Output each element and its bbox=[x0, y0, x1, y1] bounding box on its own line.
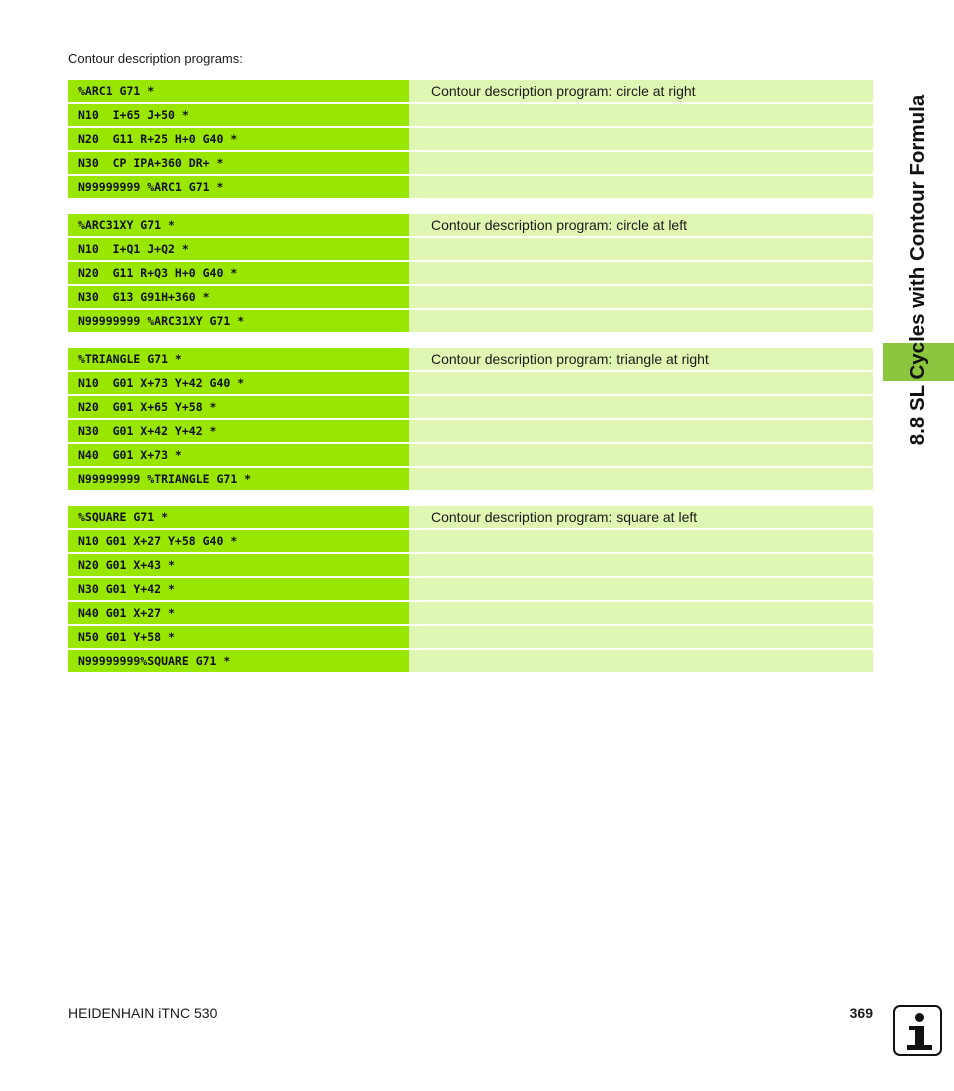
chapter-title: 8.8 SL Cycles with Contour Formula bbox=[906, 94, 929, 446]
program-row bbox=[68, 468, 873, 490]
code-line: N10 I+Q1 J+Q2 * bbox=[68, 238, 409, 260]
program-row bbox=[68, 650, 873, 672]
program-row bbox=[68, 128, 873, 150]
program-row bbox=[68, 176, 873, 198]
code-line: N50 G01 Y+58 * bbox=[68, 626, 409, 648]
program-block bbox=[68, 506, 873, 672]
program-description: Contour description program: triangle at right bbox=[409, 348, 873, 370]
description-cell bbox=[409, 650, 873, 672]
description-cell bbox=[409, 152, 873, 174]
description-cell bbox=[409, 176, 873, 198]
program-row bbox=[68, 310, 873, 332]
code-line: N99999999 %ARC31XY G71 * bbox=[68, 310, 409, 332]
program-description: Contour description program: circle at right bbox=[409, 80, 873, 102]
program-row bbox=[68, 262, 873, 284]
info-icon bbox=[893, 1005, 942, 1056]
code-line: N10 I+65 J+50 * bbox=[68, 104, 409, 126]
info-icon-base bbox=[907, 1045, 932, 1050]
page-number: 369 bbox=[849, 1005, 873, 1021]
program-row bbox=[68, 578, 873, 600]
code-line: N30 G01 X+42 Y+42 * bbox=[68, 420, 409, 442]
info-icon-stem bbox=[915, 1026, 924, 1047]
description-cell bbox=[409, 104, 873, 126]
code-line: N99999999 %ARC1 G71 * bbox=[68, 176, 409, 198]
program-row bbox=[68, 530, 873, 552]
program-row bbox=[68, 104, 873, 126]
program-row bbox=[68, 444, 873, 466]
description-cell bbox=[409, 626, 873, 648]
code-line: %ARC1 G71 * bbox=[68, 80, 409, 102]
program-row bbox=[68, 214, 873, 236]
program-row bbox=[68, 602, 873, 624]
description-cell bbox=[409, 372, 873, 394]
intro-text: Contour description programs: bbox=[68, 51, 243, 66]
program-tables bbox=[68, 80, 873, 688]
description-cell bbox=[409, 286, 873, 308]
code-line: N20 G01 X+43 * bbox=[68, 554, 409, 576]
description-cell bbox=[409, 554, 873, 576]
code-line: N99999999%SQUARE G71 * bbox=[68, 650, 409, 672]
code-line: N30 G13 G91H+360 * bbox=[68, 286, 409, 308]
description-cell bbox=[409, 396, 873, 418]
program-row bbox=[68, 80, 873, 102]
program-row bbox=[68, 348, 873, 370]
program-row bbox=[68, 238, 873, 260]
manual-name: HEIDENHAIN iTNC 530 bbox=[68, 1005, 218, 1021]
code-line: N10 G01 X+27 Y+58 G40 * bbox=[68, 530, 409, 552]
code-line: N30 G01 Y+42 * bbox=[68, 578, 409, 600]
program-row bbox=[68, 626, 873, 648]
description-cell bbox=[409, 530, 873, 552]
program-row bbox=[68, 420, 873, 442]
description-cell bbox=[409, 468, 873, 490]
description-cell bbox=[409, 602, 873, 624]
code-line: N20 G11 R+Q3 H+0 G40 * bbox=[68, 262, 409, 284]
description-cell bbox=[409, 238, 873, 260]
program-description: Contour description program: circle at left bbox=[409, 214, 873, 236]
description-cell bbox=[409, 128, 873, 150]
program-row bbox=[68, 152, 873, 174]
program-row bbox=[68, 286, 873, 308]
program-block bbox=[68, 80, 873, 198]
info-icon-dot bbox=[915, 1013, 924, 1022]
code-line: N30 CP IPA+360 DR+ * bbox=[68, 152, 409, 174]
code-line: %SQUARE G71 * bbox=[68, 506, 409, 528]
code-line: N20 G11 R+25 H+0 G40 * bbox=[68, 128, 409, 150]
description-cell bbox=[409, 444, 873, 466]
code-line: N40 G01 X+73 * bbox=[68, 444, 409, 466]
program-row bbox=[68, 554, 873, 576]
description-cell bbox=[409, 262, 873, 284]
description-cell bbox=[409, 578, 873, 600]
code-line: %ARC31XY G71 * bbox=[68, 214, 409, 236]
program-row bbox=[68, 506, 873, 528]
code-line: %TRIANGLE G71 * bbox=[68, 348, 409, 370]
program-block bbox=[68, 348, 873, 490]
description-cell bbox=[409, 310, 873, 332]
code-line: N99999999 %TRIANGLE G71 * bbox=[68, 468, 409, 490]
description-cell bbox=[409, 420, 873, 442]
code-line: N40 G01 X+27 * bbox=[68, 602, 409, 624]
code-line: N20 G01 X+65 Y+58 * bbox=[68, 396, 409, 418]
program-block bbox=[68, 214, 873, 332]
code-line: N10 G01 X+73 Y+42 G40 * bbox=[68, 372, 409, 394]
program-description: Contour description program: square at left bbox=[409, 506, 873, 528]
program-row bbox=[68, 372, 873, 394]
program-row bbox=[68, 396, 873, 418]
